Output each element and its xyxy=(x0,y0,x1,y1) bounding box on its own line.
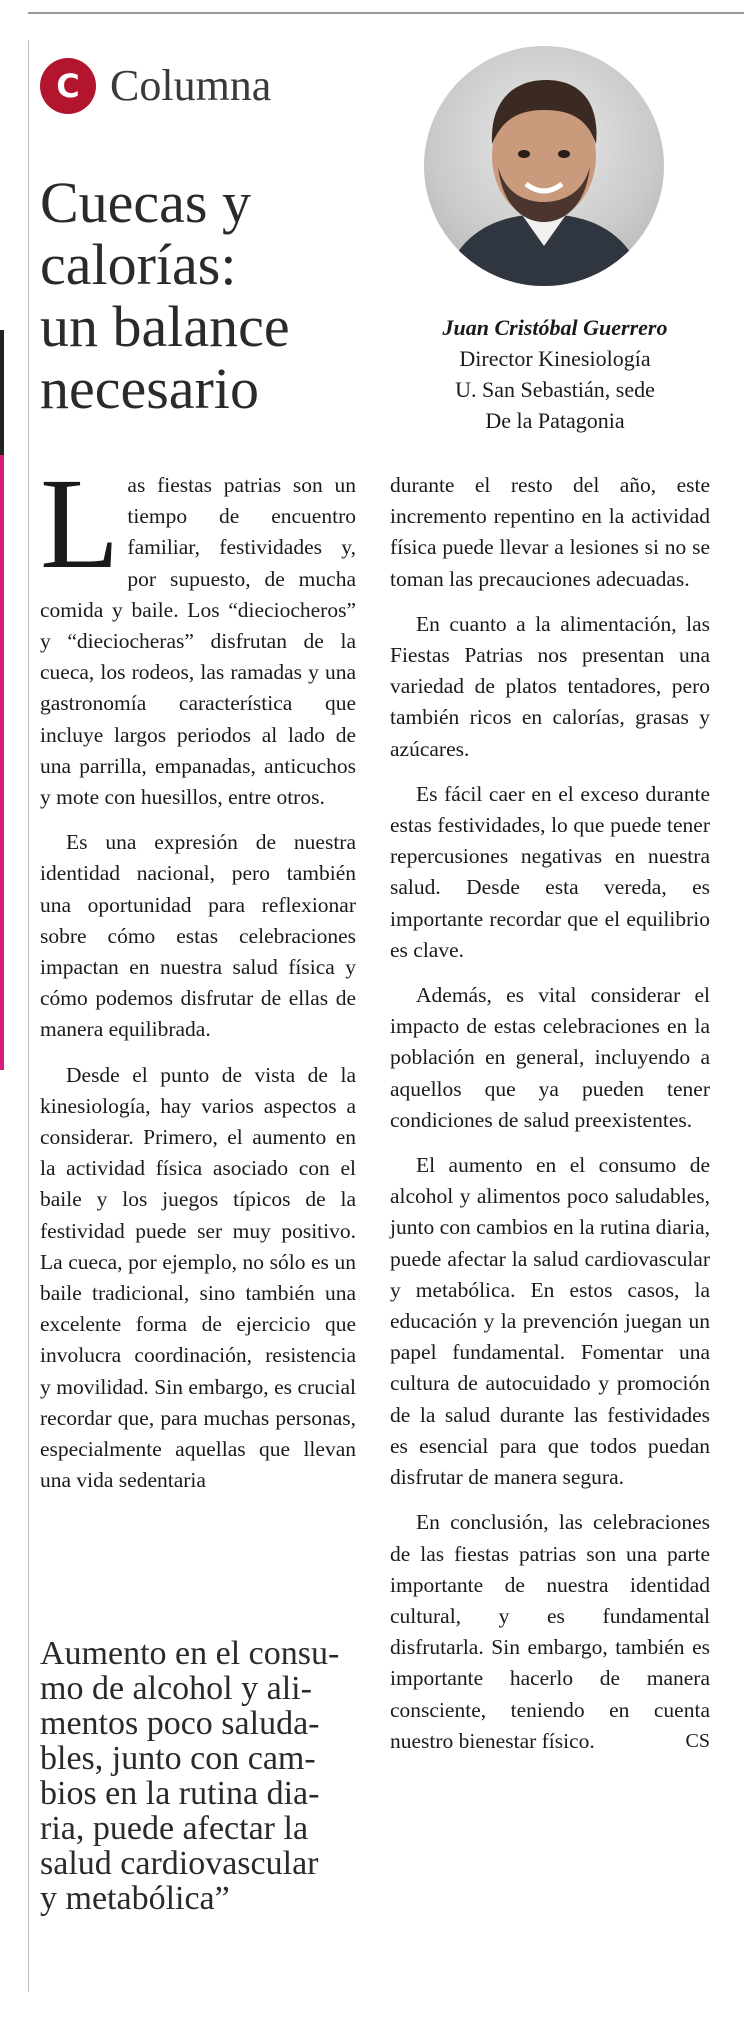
edge-mark-dark xyxy=(0,330,4,455)
drop-cap: L xyxy=(40,452,120,596)
headline-line: necesario xyxy=(40,356,259,421)
section-badge: C xyxy=(40,58,96,114)
article-paragraph: Es una expresión de nuestra identidad nacional, pero también una oportunidad para reflexionar sobre cómo estas celebraciones impactan en nuestra salud física y cómo podemos disfrutar de ellas de manera equilibrada. xyxy=(40,830,356,1042)
pull-quote-line: bles, junto con cam- xyxy=(40,1740,316,1777)
author-role-line: Director Kinesiología xyxy=(459,346,651,371)
article-paragraph: durante el resto del año, este incremento repentino en la actividad física puede llevar a lesiones si no se toman las precauciones adecuadas. xyxy=(390,473,710,591)
pull-quote-line: Aumento en el consu- xyxy=(40,1635,340,1672)
pull-quote-line: y metabólica” xyxy=(40,1880,230,1917)
author-byline xyxy=(420,312,690,436)
pull-quote-line: mo de alcohol y ali- xyxy=(40,1670,312,1707)
article-paragraph: Además, es vital considerar el impacto de estas celebraciones en la población en general, incluyendo a aquellos que ya pueden tener condiciones de salud preexistentes. xyxy=(390,983,710,1132)
author-portrait-illustration xyxy=(424,46,664,286)
headline-line: Cuecas y xyxy=(40,170,251,235)
end-of-article-mark: CS xyxy=(685,1729,710,1752)
author-photo xyxy=(424,46,664,286)
author-role-line: De la Patagonia xyxy=(485,408,625,433)
headline-line: un balance xyxy=(40,294,290,359)
article-paragraph: En cuanto a la alimentación, las Fiestas Patrias nos presentan una variedad de platos tentadores, pero también ricos en calorías, grasas y azúcares. xyxy=(390,611,710,761)
section-label: Columna xyxy=(110,61,272,110)
pull-quote-line: bios en la rutina dia- xyxy=(40,1775,320,1812)
article-paragraph xyxy=(40,452,356,813)
article-paragraph xyxy=(390,1507,710,1757)
author-name: Juan Cristóbal Guerrero xyxy=(442,315,668,340)
pull-quote-line: mentos poco saluda- xyxy=(40,1705,320,1742)
article-paragraph: Desde el punto de vista de la kinesiología, hay varios aspectos a considerar. Primero, el aumento en la actividad física asociado con el baile y los juegos típicos de la festividad puede ser muy positivo. La cueca, por ejemplo, no sólo es un baile tradicional, sino también una excelente forma de ejercicio que involucra coordinación, resistencia y movilidad. Sin embargo, es crucial recordar que, para muchas personas, especialmente aquellas que llevan una vida sedentaria xyxy=(40,1062,356,1493)
pull-quote-line: salud cardiovascular xyxy=(40,1845,319,1882)
headline xyxy=(40,172,400,420)
edge-mark-pink xyxy=(0,455,4,1070)
article-paragraph: El aumento en el consumo de alcohol y alimentos poco saludables, junto con cambios en la rutina diaria, puede afectar la salud cardiovascular y metabólica. En estos casos, la educación y la prevención juegan un papel fundamental. Fomentar una cultura de autocuidado y promoción de la salud durante las festividades es esencial para que todos puedan disfrutar de manera segura. xyxy=(390,1153,710,1490)
pull-quote-line: ria, puede afectar la xyxy=(40,1810,309,1847)
author-role-line: U. San Sebastián, sede xyxy=(455,377,655,402)
column-divider-left xyxy=(28,40,29,1992)
article-column-left xyxy=(40,452,356,1511)
top-rule xyxy=(28,12,744,14)
article-column-right xyxy=(390,470,710,1771)
headline-line: calorías: xyxy=(40,232,237,297)
article-paragraph-text: En conclusión, las celebraciones de las fiestas patrias son una parte importante de nuestra identidad cultural, y es fundamental disfrutarla. Sin embargo, también es importante hacerlo de manera consciente, teniendo en cuenta nuestro bienestar físico. xyxy=(390,1510,710,1753)
article-paragraph-text: as fiestas patrias son un tiempo de encuentro familiar, festividades y, por supuesto, de mucha comida y baile. Los “dieciocheros” y “dieciocheras” disfrutan de la cueca, los rodeos, las ramadas y una gastronomía característica que incluye largos periodos al lado de una parrilla, empanadas, anticuchos y mote con huesillos, entre otros. xyxy=(40,473,356,810)
pull-quote xyxy=(40,1636,370,1916)
article-paragraph: Es fácil caer en el exceso durante estas festividades, lo que puede tener repercusiones negativas en nuestra salud. Desde esta vereda, es importante recordar que el equilibrio es clave. xyxy=(390,781,710,962)
